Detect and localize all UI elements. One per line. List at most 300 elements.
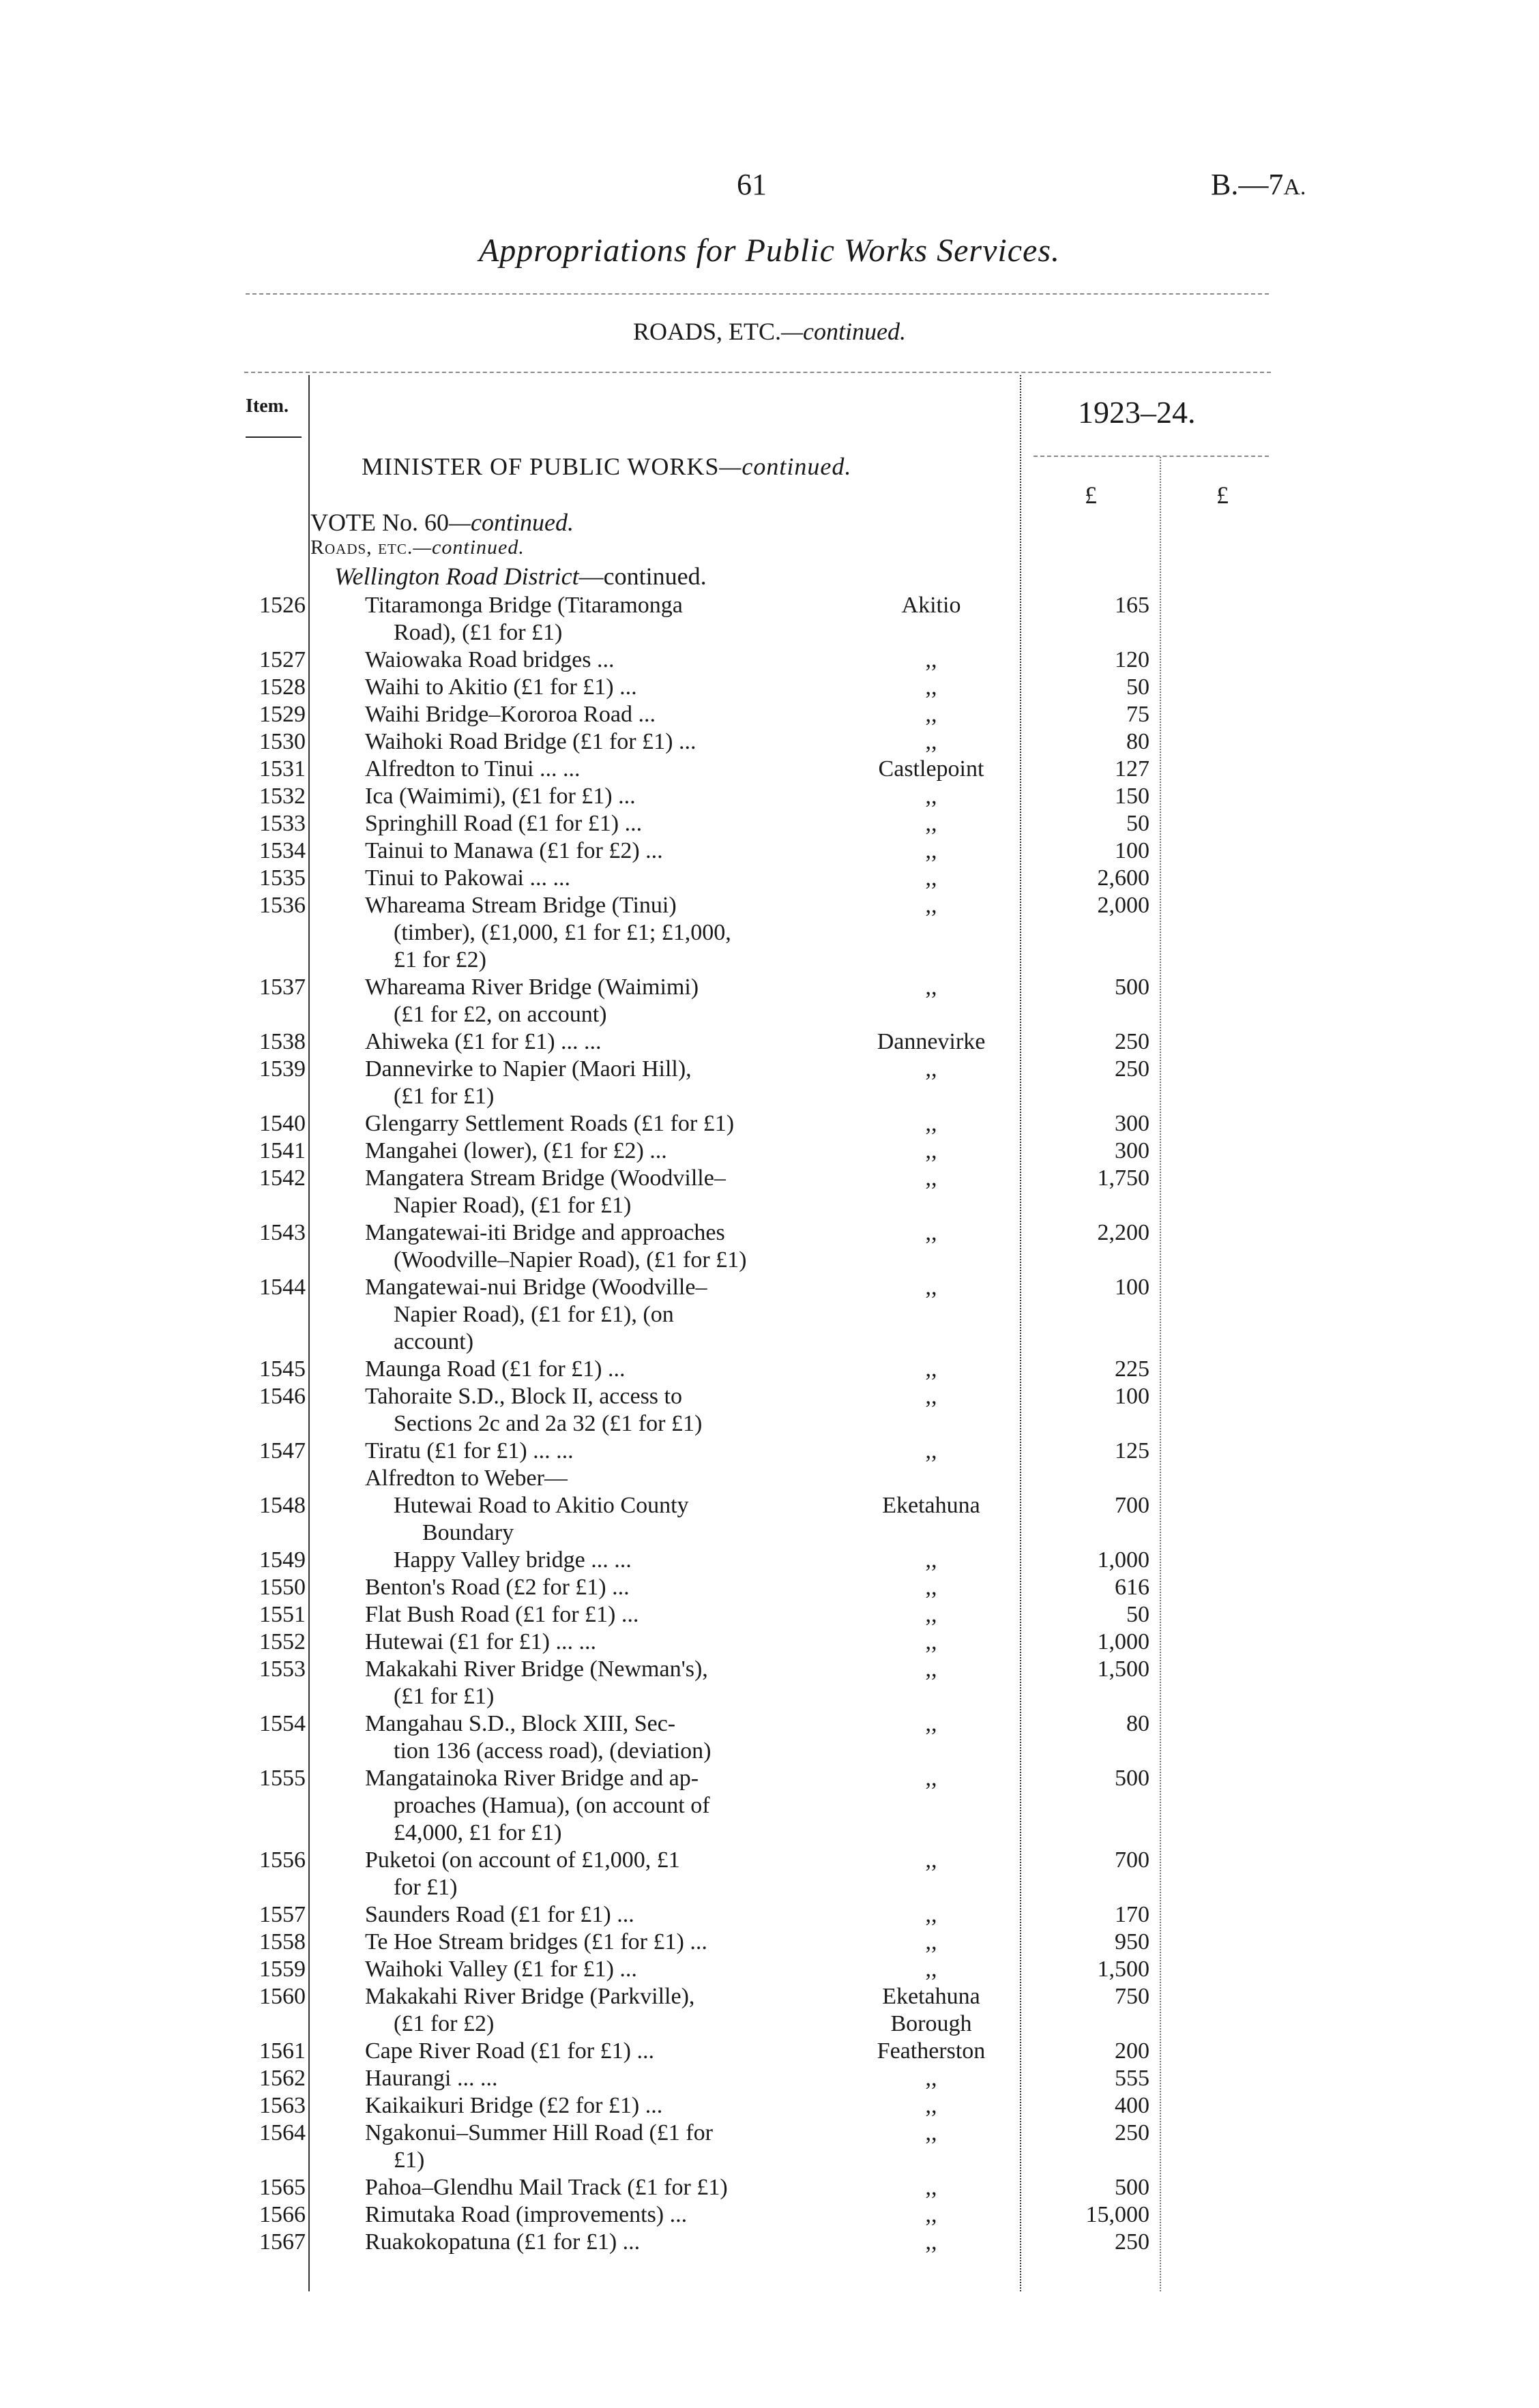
amount-value: 165 xyxy=(1115,593,1149,618)
county-location xyxy=(842,810,1020,837)
minister-heading xyxy=(362,452,851,481)
item-number: 1562 xyxy=(259,2066,306,2091)
county-location xyxy=(842,974,1020,1001)
county-location xyxy=(842,1765,1020,1792)
item-number: 1532 xyxy=(259,784,306,809)
description-line: Ngakonui–Summer Hill Road (£1 for xyxy=(365,2120,713,2145)
location-line: Featherston xyxy=(877,2038,986,2064)
item-number: 1549 xyxy=(259,1547,306,1573)
table-row xyxy=(0,592,1539,646)
amount-value: 127 xyxy=(1115,756,1149,782)
description-line: account) xyxy=(394,1329,474,1354)
location-line: ,, xyxy=(925,865,937,891)
county-location xyxy=(842,1929,1020,1956)
item-number: 1535 xyxy=(259,865,306,891)
item-description xyxy=(365,1765,856,1847)
description-line: (£1 for £1) xyxy=(394,1684,495,1709)
table-row xyxy=(0,1219,1539,1274)
section-title xyxy=(0,317,1539,346)
table-row xyxy=(0,1110,1539,1138)
description-line: Waiowaka Road bridges ... xyxy=(365,647,615,672)
item-description xyxy=(365,646,856,674)
description-line: tion 136 (access road), (deviation) xyxy=(394,1738,712,1764)
amount-value: 120 xyxy=(1115,647,1149,672)
description-line: Te Hoe Stream bridges (£1 for £1) ... xyxy=(365,1929,707,1954)
amount-value: 125 xyxy=(1115,1438,1149,1463)
description-line: Road), (£1 for £1) xyxy=(394,620,563,645)
location-line: ,, xyxy=(925,1547,937,1573)
amount-value: 400 xyxy=(1115,2093,1149,2118)
location-line: ,, xyxy=(925,2120,937,2145)
location-line: ,, xyxy=(925,647,937,672)
amount-value: 500 xyxy=(1115,1766,1149,1791)
table-row xyxy=(0,1656,1539,1710)
item-description xyxy=(365,1629,856,1656)
county-location xyxy=(842,1383,1020,1410)
description-line: for £1) xyxy=(394,1875,458,1900)
item-description xyxy=(365,1656,856,1710)
amount-value: 50 xyxy=(1126,674,1149,700)
location-line: ,, xyxy=(925,893,937,918)
item-number: 1529 xyxy=(259,702,306,727)
table-row xyxy=(0,1629,1539,1656)
item-number: 1545 xyxy=(259,1356,306,1382)
vote-heading xyxy=(310,508,574,537)
description-line: Whareama Stream Bridge (Tinui) xyxy=(365,893,677,918)
county-location xyxy=(842,1056,1020,1083)
table-row xyxy=(0,1765,1539,1847)
description-line: Dannevirke to Napier (Maori Hill), xyxy=(365,1056,692,1082)
table-row xyxy=(0,1983,1539,2038)
location-line: ,, xyxy=(925,1165,937,1191)
item-number: 1554 xyxy=(259,1711,306,1736)
subhead-heading xyxy=(310,536,525,559)
item-number: 1547 xyxy=(259,1438,306,1463)
item-description xyxy=(365,1601,856,1629)
item-number: 1540 xyxy=(259,1111,306,1136)
county-location xyxy=(842,1629,1020,1656)
item-number: 1563 xyxy=(259,2093,306,2118)
item-description xyxy=(365,974,856,1028)
item-description xyxy=(365,810,856,837)
table-row xyxy=(0,2092,1539,2120)
location-line: ,, xyxy=(925,1711,937,1736)
county-location xyxy=(842,1219,1020,1247)
description-line: Titaramonga Bridge (Titaramonga xyxy=(365,593,683,618)
county-location xyxy=(842,1028,1020,1056)
amount-value: 500 xyxy=(1115,2175,1149,2200)
description-line: Whareama River Bridge (Waimimi) xyxy=(365,975,699,1000)
description-line: Puketoi (on account of £1,000, £1 xyxy=(365,1847,680,1873)
heading-rule xyxy=(246,293,1269,295)
table-row xyxy=(0,674,1539,701)
description-line: Maunga Road (£1 for £1) ... xyxy=(365,1356,626,1382)
item-number: 1526 xyxy=(259,593,306,618)
county-location xyxy=(842,1110,1020,1138)
description-line: Benton's Road (£2 for £1) ... xyxy=(365,1575,630,1600)
item-description xyxy=(365,1219,856,1274)
description-line: (timber), (£1,000, £1 for £1; £1,000, xyxy=(394,920,731,945)
description-line: Sections 2c and 2a 32 (£1 for £1) xyxy=(394,1411,703,1436)
location-line: ,, xyxy=(925,1356,937,1382)
county-location xyxy=(842,1847,1020,1874)
item-description xyxy=(365,1956,856,1983)
location-line: ,, xyxy=(925,1438,937,1463)
item-description xyxy=(365,1901,856,1929)
county-location xyxy=(842,756,1020,783)
amount-value: 50 xyxy=(1126,1602,1149,1627)
table-row xyxy=(0,1901,1539,1929)
item-number: 1556 xyxy=(259,1847,306,1873)
county-location xyxy=(842,2120,1020,2147)
description-line: Haurangi ... ... xyxy=(365,2066,498,2091)
county-location xyxy=(842,2092,1020,2120)
item-description xyxy=(365,892,856,974)
description-line: Kaikaikuri Bridge (£2 for £1) ... xyxy=(365,2093,663,2118)
amount-value: 750 xyxy=(1115,1984,1149,2009)
item-description xyxy=(365,783,856,810)
table-row xyxy=(0,701,1539,728)
location-line: ,, xyxy=(925,1929,937,1954)
amount-value: 1,500 xyxy=(1097,1957,1149,1982)
amount-value: 100 xyxy=(1115,1384,1149,1409)
amount-value: 2,000 xyxy=(1097,893,1149,918)
description-line: Saunders Road (£1 for £1) ... xyxy=(365,1902,634,1927)
location-line: ,, xyxy=(925,729,937,754)
county-location xyxy=(842,2065,1020,2092)
county-location xyxy=(842,1547,1020,1574)
item-description xyxy=(365,2038,856,2065)
description-line: Hutewai (£1 for £1) ... ... xyxy=(365,1629,596,1654)
location-line: ,, xyxy=(925,2175,937,2200)
item-description xyxy=(365,837,856,865)
amount-value: 15,000 xyxy=(1085,2202,1149,2227)
county-location xyxy=(842,701,1020,728)
table-row xyxy=(0,1601,1539,1629)
description-line: £1 for £2) xyxy=(394,947,486,972)
description-line: (£1 for £1) xyxy=(394,1084,495,1109)
county-location xyxy=(842,646,1020,674)
group-heading-row xyxy=(0,1465,1539,1492)
item-number: 1541 xyxy=(259,1138,306,1163)
item-description xyxy=(365,2065,856,2092)
location-line: ,, xyxy=(925,1384,937,1409)
item-number: 1533 xyxy=(259,811,306,836)
item-description xyxy=(365,674,856,701)
item-description xyxy=(365,1710,856,1765)
table-row xyxy=(0,2229,1539,2256)
item-header-rule xyxy=(246,436,302,438)
table-row xyxy=(0,1165,1539,1219)
item-number: 1531 xyxy=(259,756,306,782)
section-title-suffix: —continued. xyxy=(781,318,906,345)
item-description xyxy=(365,1274,856,1356)
description-line: Makakahi River Bridge (Newman's), xyxy=(365,1656,708,1682)
county-location xyxy=(842,783,1020,810)
description-line: Mangatewai-nui Bridge (Woodville– xyxy=(365,1275,707,1300)
amount-value: 700 xyxy=(1115,1493,1149,1518)
description-line: Mangatainoka River Bridge and ap- xyxy=(365,1766,699,1791)
location-line: ,, xyxy=(925,674,937,700)
description-line: £1) xyxy=(394,2147,425,2173)
page-number: 61 xyxy=(737,168,767,201)
amount-value: 250 xyxy=(1115,1056,1149,1082)
table-row xyxy=(0,1492,1539,1547)
item-number: 1538 xyxy=(259,1029,306,1054)
table-top-rule xyxy=(244,372,1271,373)
item-description xyxy=(365,728,856,756)
item-number: 1534 xyxy=(259,838,306,863)
description-line: Tainui to Manawa (£1 for £2) ... xyxy=(365,838,663,863)
table-row xyxy=(0,1028,1539,1056)
county-location xyxy=(842,1356,1020,1383)
location-line: ,, xyxy=(925,1629,937,1654)
table-row xyxy=(0,1383,1539,1438)
item-number: 1530 xyxy=(259,729,306,754)
description-line: Rimutaka Road (improvements) ... xyxy=(365,2202,688,2227)
description-line: Tiratu (£1 for £1) ... ... xyxy=(365,1438,574,1463)
vote-heading-main: VOTE No. 60 xyxy=(310,509,449,536)
table-row xyxy=(0,865,1539,892)
county-location xyxy=(842,1492,1020,1519)
minister-heading-suffix: —continued. xyxy=(719,453,852,480)
table-row xyxy=(0,756,1539,783)
item-number: 1561 xyxy=(259,2038,306,2064)
item-number: 1555 xyxy=(259,1766,306,1791)
description-line: Ahiweka (£1 for £1) ... ... xyxy=(365,1029,602,1054)
item-number: 1553 xyxy=(259,1656,306,1682)
county-location xyxy=(842,592,1020,619)
location-line: ,, xyxy=(925,2229,937,2255)
amount-value: 250 xyxy=(1115,2120,1149,2145)
item-number: 1552 xyxy=(259,1629,306,1654)
pound-column-header-1: £ xyxy=(1085,481,1097,509)
amount-value: 80 xyxy=(1126,729,1149,754)
description-line: Hutewai Road to Akitio County xyxy=(394,1493,689,1518)
group-heading: Alfredton to Weber— xyxy=(365,1466,568,1491)
amount-value: 300 xyxy=(1115,1111,1149,1136)
item-description xyxy=(365,1847,856,1901)
table-row xyxy=(0,2038,1539,2065)
amount-value: 616 xyxy=(1115,1575,1149,1600)
appropriation-table xyxy=(0,592,1539,2256)
amount-value: 200 xyxy=(1115,2038,1149,2064)
amount-value: 170 xyxy=(1115,1902,1149,1927)
location-line: ,, xyxy=(925,784,937,809)
item-number: 1565 xyxy=(259,2175,306,2200)
item-description xyxy=(365,2201,856,2229)
county-location xyxy=(842,2174,1020,2201)
description-line: Ruakokopatuna (£1 for £1) ... xyxy=(365,2229,641,2255)
amount-value: 1,500 xyxy=(1097,1656,1149,1682)
table-row xyxy=(0,1356,1539,1383)
item-number: 1551 xyxy=(259,1602,306,1627)
county-location xyxy=(842,1901,1020,1929)
item-description xyxy=(365,1574,856,1601)
table-row xyxy=(0,1274,1539,1356)
location-line: ,, xyxy=(925,2093,937,2118)
description-line: proaches (Hamua), (on account of xyxy=(394,1793,710,1818)
table-row xyxy=(0,646,1539,674)
location-line: Eketahuna xyxy=(882,1493,980,1518)
description-line: Mangahau S.D., Block XIII, Sec- xyxy=(365,1711,676,1736)
location-line: ,, xyxy=(925,1138,937,1163)
description-line: (Woodville–Napier Road), (£1 for £1) xyxy=(394,1247,747,1273)
item-number: 1537 xyxy=(259,975,306,1000)
item-number: 1559 xyxy=(259,1957,306,1982)
table-row xyxy=(0,1710,1539,1765)
table-row xyxy=(0,1956,1539,1983)
document-reference-suffix: A. xyxy=(1283,175,1306,200)
amount-value: 950 xyxy=(1115,1929,1149,1954)
amount-value: 100 xyxy=(1115,838,1149,863)
description-line: Tahoraite S.D., Block II, access to xyxy=(365,1384,682,1409)
table-row xyxy=(0,1438,1539,1465)
item-description xyxy=(365,592,856,646)
item-number: 1528 xyxy=(259,674,306,700)
amount-value: 555 xyxy=(1115,2066,1149,2091)
amount-value: 100 xyxy=(1115,1275,1149,1300)
location-line: ,, xyxy=(925,1575,937,1600)
amount-value: 700 xyxy=(1115,1847,1149,1873)
location-line: ,, xyxy=(925,1275,937,1300)
item-number: 1550 xyxy=(259,1575,306,1600)
county-location xyxy=(842,1656,1020,1683)
subhead-heading-main: Roads, etc. xyxy=(310,536,413,559)
description-line: £4,000, £1 for £1) xyxy=(394,1820,562,1845)
location-line: ,, xyxy=(925,1766,937,1791)
item-description xyxy=(365,1983,856,2038)
table-row xyxy=(0,2174,1539,2201)
amount-value: 250 xyxy=(1115,2229,1149,2255)
amount-value: 1,000 xyxy=(1097,1547,1149,1573)
item-number: 1543 xyxy=(259,1220,306,1245)
pound-column-header-2: £ xyxy=(1216,481,1229,509)
location-line: ,, xyxy=(925,1957,937,1982)
amount-value: 2,600 xyxy=(1097,865,1149,891)
table-row xyxy=(0,728,1539,756)
item-column-header: Item. xyxy=(246,396,289,417)
item-description xyxy=(365,2174,856,2201)
description-line: Mangatewai-iti Bridge and approaches xyxy=(365,1220,725,1245)
table-row xyxy=(0,810,1539,837)
table-row xyxy=(0,1847,1539,1901)
district-heading-suffix: —continued. xyxy=(578,563,707,590)
description-line: Makakahi River Bridge (Parkville), xyxy=(365,1984,695,2009)
table-row xyxy=(0,974,1539,1028)
item-number: 1560 xyxy=(259,1984,306,2009)
table-row xyxy=(0,2065,1539,2092)
county-location xyxy=(842,892,1020,919)
description-line: (£1 for £2, on account) xyxy=(394,1002,607,1027)
item-number: 1546 xyxy=(259,1384,306,1409)
year-header-rule xyxy=(1034,456,1269,457)
item-number: 1527 xyxy=(259,647,306,672)
amount-value: 80 xyxy=(1126,1711,1149,1736)
item-description xyxy=(365,1356,856,1383)
county-location xyxy=(842,1438,1020,1465)
county-location xyxy=(842,865,1020,892)
item-description xyxy=(365,1383,856,1438)
county-location xyxy=(842,2229,1020,2256)
item-number: 1558 xyxy=(259,1929,306,1954)
location-line: ,, xyxy=(925,2202,937,2227)
location-line: ,, xyxy=(925,838,937,863)
table-row xyxy=(0,2120,1539,2174)
table-row xyxy=(0,837,1539,865)
table-row xyxy=(0,1574,1539,1601)
county-location xyxy=(842,1165,1020,1192)
description-line: Pahoa–Glendhu Mail Track (£1 for £1) xyxy=(365,2175,728,2200)
location-line: Borough xyxy=(890,2011,972,2036)
county-location xyxy=(842,1956,1020,1983)
description-line: Springhill Road (£1 for £1) ... xyxy=(365,811,643,836)
table-row xyxy=(0,1138,1539,1165)
amount-value: 225 xyxy=(1115,1356,1149,1382)
county-location xyxy=(842,837,1020,865)
description-line: Flat Bush Road (£1 for £1) ... xyxy=(365,1602,639,1627)
county-location xyxy=(842,728,1020,756)
location-line: ,, xyxy=(925,1056,937,1082)
document-reference xyxy=(1211,167,1306,202)
item-number: 1536 xyxy=(259,893,306,918)
description-line: Ica (Waimimi), (£1 for £1) ... xyxy=(365,784,636,809)
item-description xyxy=(365,1110,856,1138)
page-heading: Appropriations for Public Works Services. xyxy=(478,233,1061,269)
item-description xyxy=(365,1438,856,1465)
description-line: Mangatera Stream Bridge (Woodville– xyxy=(365,1165,726,1191)
item-number: 1564 xyxy=(259,2120,306,2145)
year-column-header: 1923–24. xyxy=(1078,395,1196,430)
subhead-heading-suffix: —continued. xyxy=(413,536,525,559)
amount-value: 300 xyxy=(1115,1138,1149,1163)
item-description xyxy=(365,2092,856,2120)
item-number: 1539 xyxy=(259,1056,306,1082)
item-description xyxy=(365,865,856,892)
county-location xyxy=(842,1601,1020,1629)
description-line: Mangahei (lower), (£1 for £2) ... xyxy=(365,1138,667,1163)
amount-value: 1,750 xyxy=(1097,1165,1149,1191)
item-description xyxy=(365,2229,856,2256)
section-title-main: ROADS, ETC. xyxy=(632,318,782,345)
item-description xyxy=(365,1028,856,1056)
location-line: Eketahuna xyxy=(882,1984,980,2009)
amount-value: 250 xyxy=(1115,1029,1149,1054)
description-line: Cape River Road (£1 for £1) ... xyxy=(365,2038,654,2064)
amount-value: 1,000 xyxy=(1097,1629,1149,1654)
amount-value: 2,200 xyxy=(1097,1220,1149,1245)
location-line: ,, xyxy=(925,1847,937,1873)
county-location xyxy=(842,1138,1020,1165)
item-description xyxy=(365,1056,856,1110)
amount-value: 150 xyxy=(1115,784,1149,809)
description-line: Waihoki Road Bridge (£1 for £1) ... xyxy=(365,729,697,754)
item-number: 1548 xyxy=(259,1493,306,1518)
minister-heading-main: MINISTER OF PUBLIC WORKS xyxy=(362,453,720,480)
location-line: ,, xyxy=(925,811,937,836)
item-description xyxy=(365,1547,856,1574)
item-number: 1557 xyxy=(259,1902,306,1927)
item-description xyxy=(365,756,856,783)
table-row xyxy=(0,783,1539,810)
location-line: ,, xyxy=(925,1602,937,1627)
district-heading xyxy=(334,562,707,591)
county-location xyxy=(842,1574,1020,1601)
description-line: Alfredton to Tinui ... ... xyxy=(365,756,581,782)
location-line: ,, xyxy=(925,1902,937,1927)
item-description xyxy=(365,1492,856,1547)
item-number: 1544 xyxy=(259,1275,306,1300)
